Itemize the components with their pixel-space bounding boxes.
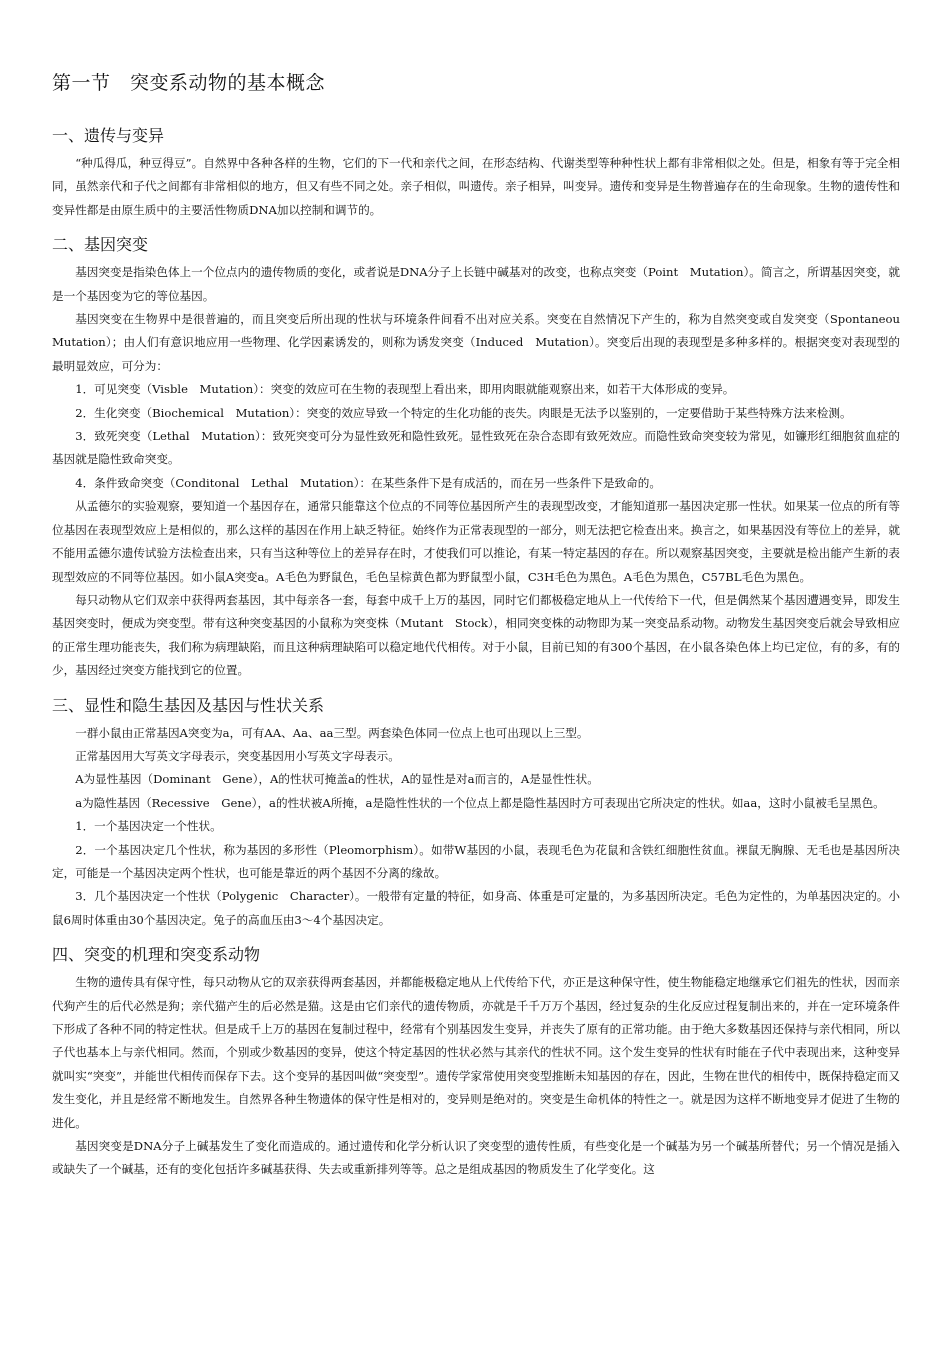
section-heading: 四、突变的机理和突变系动物	[52, 945, 261, 965]
section-1	[52, 123, 900, 222]
section-heading: 一、遗传与变异	[52, 126, 165, 145]
paragraph: 4．条件致命突变（Conditonal Lethal Mutation）：在某些条件下是有成活的，而在另一些条件下是致命的。	[75, 475, 661, 490]
paragraph: 1．一个基因决定一个性状。	[75, 819, 222, 834]
paragraph: 基因突变是指染色体上一个位点内的遗传物质的变化，或者说是DNA分子上长链中碱基对的改变，也称点突变（Point Mutation）。简言之，所谓基因突变，就是一个基因变为它的等位基因。	[52, 265, 900, 303]
paragraph: 从孟德尔的实验观察，要知道一个基因存在，通常只能靠这个位点的不同等位基因所产生的表现型改变，才能知道那一基因决定那一性状。如果某一位点的所有等位基因在表现型效应上是相似的，那么这样的基因在作用上缺乏特征。始终作为正常表现型的一部分，则无法把它检查出来。换言之，如果基因没有等位上的差异，就不能用孟德尔遗传试验方法检查出来，只有当这种等位上的差异存在时，才使我们可以推论，有某一特定基因的存在。所以观察基因突变，主要就是检出能产生新的表现型效应的不同等位基因。如小鼠A突变a。A毛色为野鼠色，毛色呈棕黄色都为野鼠型小鼠，C3H毛色为黑色。A毛色为黑色，C57BL毛色为黑色。	[52, 499, 900, 584]
section-2	[52, 232, 912, 682]
paragraph: A为显性基因（Dominant Gene），A的性状可掩盖a的性状，A的显性是对a而言的，A是显性性状。	[75, 772, 599, 787]
paragraph: 基因突变在生物界中是很普遍的，而且突变后所出现的性状与环境条件间看不出对应关系。突变在自然情况下产生的，称为自然突变或自发突变（Spontaneou Mutation）；由人们有意识地应用一些物理、化学因素诱发的，则称为诱发突变（Induced Mutation）。突变后出现的表现型是多种多样的。根据突变对表现型的最明显效应，可分为：	[52, 312, 912, 373]
document-page	[52, 60, 912, 1192]
section-3	[52, 693, 900, 933]
paragraph: 3．几个基因决定一个性状（Polygenic Character）。一般带有定量的特征，如身高、体重是可定量的，为多基因所决定。毛色为定性的，为单基因决定的。小鼠6周时体重由30个基因决定。兔子的高血压由3～4个基因决定。	[52, 889, 900, 927]
paragraph: a为隐性基因（Recessive Gene），a的性状被A所掩，a是隐性性状的一个位点上都是隐性基因时方可表现出它所决定的性状。如aa，这时小鼠被毛呈黑色。	[75, 795, 885, 810]
paragraph: 2．生化突变（Biochemical Mutation）：突变的效应导致一个特定的生化功能的丧失。肉眼是无法予以鉴别的，一定要借助于某些特殊方法来检测。	[75, 405, 852, 420]
paragraph: “种瓜得瓜，种豆得豆”。自然界中各种各样的生物，它们的下一代和亲代之间，在形态结构、代谢类型等种种性状上都有非常相似之处。但是，相象有等于完全相同，虽然亲代和子代之间都有非常相似的地方，但又有些不同之处。亲子相似，叫遗传。亲子相异，叫变异。遗传和变异是生物普遍存在的生命现象。生物的遗传性和变异性都是由原生质中的主要活性物质DNA加以控制和调节的。	[52, 156, 900, 217]
paragraph: 生物的遗传具有保守性，每只动物从它的双亲获得两套基因，并都能极稳定地从上代传给下代，亦正是这种保守性，使生物能稳定地继承它们祖先的性状，因而亲代狗产生的后代必然是狗；亲代猫产生的后必然是猫。这是由它们亲代的遗传物质，亦就是千千万万个基因，经过复杂的生化反应过程复制出来的，并在一定环境条件下形成了各种不同的特定性状。但是成千上万的基因在复制过程中，经常有个别基因发生变异，并丧失了原有的正常功能。由于绝大多数基因还保持与亲代相同，所以子代也基本上与亲代相同。然而，个别或少数基因的变异，使这个特定基因的性状必然与其亲代的性状不同。这个发生变异的性状有时能在子代中表现出来，这种变异就叫实“突变”，并能世代相传而保存下去。这个变异的基因叫做“突变型”。遗传学家常使用突变型推断未知基因的存在，因此，生物在世代的相传中，既保持稳定而又发生变化，并且是经常不断地发生。自然界各种生物遗体的保守性是相对的，变异则是绝对的。突变是生命机体的特性之一。就是因为这样不断地变异才促进了生物的进化。	[52, 975, 900, 1130]
section-heading: 三、显性和隐生基因及基因与性状关系	[52, 695, 325, 715]
section-heading: 二、基因突变	[52, 235, 149, 255]
document-body	[52, 123, 912, 1182]
paragraph: 正常基因用大写英文字母表示，突变基因用小写英文字母表示。	[75, 748, 400, 763]
paragraph: 基因突变是DNA分子上碱基发生了变化而造成的。通过遗传和化学分析认识了突变型的遗传性质，有些变化是一个碱基为另一个碱基所替代；另一个情况是插入或缺失了一个碱基，还有的变化包括许多碱基获得、失去或重新排列等等。总之是组成基因的物质发生了化学变化。这	[52, 1139, 900, 1177]
page-title: 第一节 突变系动物的基本概念	[52, 72, 326, 94]
section-4	[52, 942, 900, 1182]
paragraph: 一群小鼠由正常基因A突变为a，可有AA、Aa、aa三型。两套染色体同一位点上也可出现以上三型。	[75, 725, 589, 740]
paragraph: 3．致死突变（Lethal Mutation）：致死突变可分为显性致死和隐性致死。显性致死在杂合态即有致死效应。而隐性致命突变较为常见，如镰形红细胞贫血症的基因就是隐性致命突变。	[52, 429, 900, 467]
paragraph: 1．可见突变（Visble Mutation）：突变的效应可在生物的表现型上看出来，即用肉眼就能观察出来，如若干大体形成的变异。	[75, 382, 735, 397]
paragraph: 每只动物从它们双亲中获得两套基因，其中每亲各一套，每套中成千上万的基因，同时它们都极稳定地从上一代传给下一代，但是偶然某个基因遭遇变异，即发生基因突变时，便成为突变型。带有这种突变基因的小鼠称为突变株（Mutant Stock），相同突变株的动物即为某一突变品系动物。动物发生基因突变后就会导致相应的正常生理功能丧失，我们称为病理缺陷，而且这种病理缺陷可以稳定地代代相传。对于小鼠，目前已知的有300个基因，在小鼠各染色体上均已定位，有的多，有的少，基因经过突变方能找到它的位置。	[52, 592, 900, 678]
paragraph: 2．一个基因决定几个性状，称为基因的多形性（Pleomorphism）。如带W基因的小鼠，表现毛色为花鼠和含铁红细胞性贫血。裸鼠无胸腺、无毛也是基因所决定，可能是一个基因决定两个性状，也可能是靠近的两个基因不分离的缘故。	[52, 842, 900, 880]
